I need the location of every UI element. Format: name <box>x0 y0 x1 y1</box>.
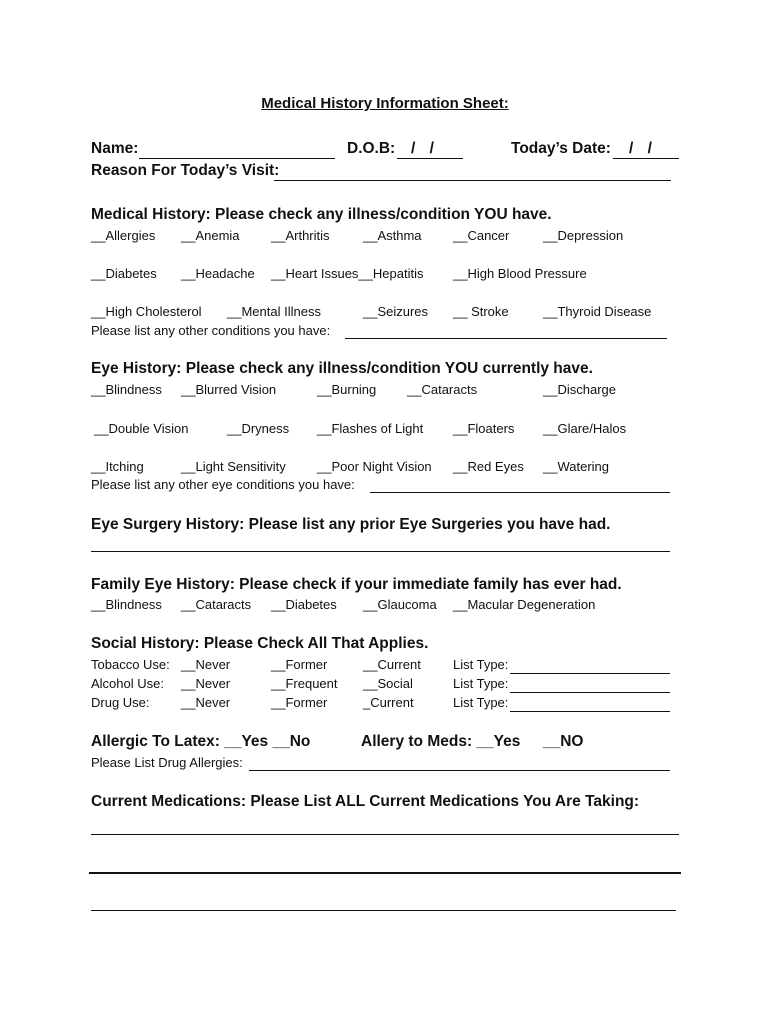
checkbox-itching[interactable]: __Itching <box>91 459 144 474</box>
checkbox-dryness[interactable]: __Dryness <box>227 421 290 436</box>
todays-date-label: Today’s Date: <box>511 140 611 157</box>
drug-list-type-label: List Type: <box>453 695 509 710</box>
checkbox-blindness[interactable]: __Blindness <box>91 382 162 397</box>
medications-line-1[interactable] <box>91 834 679 835</box>
medications-line-3[interactable] <box>91 910 676 911</box>
reason-field[interactable] <box>274 180 671 181</box>
drug-never[interactable]: __Never <box>181 695 231 710</box>
page-title: Medical History Information Sheet: <box>261 95 509 112</box>
checkbox-light-sensitivity[interactable]: __Light Sensitivity <box>181 459 286 474</box>
drug-use-label: Drug Use: <box>91 695 150 710</box>
tobacco-current[interactable]: __Current <box>363 657 421 672</box>
checkbox-cataracts[interactable]: __Cataracts <box>407 382 478 397</box>
current-medications-heading: Current Medications: Please List ALL Current Medications You Are Taking: <box>91 793 640 810</box>
checkbox-asthma[interactable]: __Asthma <box>363 228 422 243</box>
checkbox-red-eyes[interactable]: __Red Eyes <box>453 459 524 474</box>
checkbox-mental-illness[interactable]: __Mental Illness <box>227 304 321 319</box>
name-label: Name: <box>91 140 139 157</box>
meds-allergy-question[interactable]: Allery to Meds: __Yes <box>361 733 521 750</box>
drug-allergies-label: Please List Drug Allergies: <box>91 755 243 770</box>
name-field[interactable] <box>139 158 335 159</box>
checkbox-depression[interactable]: __Depression <box>543 228 624 243</box>
tobacco-never[interactable]: __Never <box>181 657 231 672</box>
alcohol-never[interactable]: __Never <box>181 676 231 691</box>
alcohol-use-label: Alcohol Use: <box>91 676 164 691</box>
checkbox-floaters[interactable]: __Floaters <box>453 421 515 436</box>
checkbox-glare-halos[interactable]: __Glare/Halos <box>543 421 627 436</box>
other-conditions-label: Please list any other conditions you have: <box>91 323 331 338</box>
eye-history-heading: Eye History: Please check any illness/condition YOU currently have. <box>91 360 593 377</box>
family-checkbox-glaucoma[interactable]: __Glaucoma <box>363 597 437 612</box>
checkbox-thyroid-disease[interactable]: __Thyroid Disease <box>543 304 652 319</box>
todays-date-field[interactable] <box>613 158 679 159</box>
family-checkbox-diabetes[interactable]: __Diabetes <box>271 597 337 612</box>
checkbox-seizures[interactable]: __Seizures <box>363 304 429 319</box>
alcohol-list-type-label: List Type: <box>453 676 509 691</box>
medical-history-heading: Medical History: Please check any illness/condition YOU have. <box>91 206 552 223</box>
meds-allergy-no[interactable]: __NO <box>543 733 584 750</box>
alcohol-social[interactable]: __Social <box>363 676 413 691</box>
drug-current[interactable]: _Current <box>363 695 414 710</box>
dob-slashes: / / <box>411 140 434 157</box>
checkbox-anemia[interactable]: __Anemia <box>181 228 240 243</box>
checkbox-allergies[interactable]: __Allergies <box>91 228 156 243</box>
checkbox-high-cholesterol[interactable]: __High Cholesterol <box>91 304 202 319</box>
checkbox-cancer[interactable]: __Cancer <box>453 228 510 243</box>
checkbox-flashes-of-light[interactable]: __Flashes of Light <box>317 421 424 436</box>
other-conditions-field[interactable] <box>345 338 667 339</box>
tobacco-former[interactable]: __Former <box>271 657 328 672</box>
checkbox-diabetes[interactable]: __Diabetes <box>91 266 157 281</box>
tobacco-list-type-label: List Type: <box>453 657 509 672</box>
drug-list-type-field[interactable] <box>510 711 670 712</box>
alcohol-list-type-field[interactable] <box>510 692 670 693</box>
family-checkbox-blindness[interactable]: __Blindness <box>91 597 162 612</box>
checkbox-double-vision[interactable]: __Double Vision <box>94 421 189 436</box>
checkbox-heart-issues-hepatitis[interactable]: __Heart Issues__Hepatitis <box>271 266 424 281</box>
drug-allergies-field[interactable] <box>249 770 670 771</box>
family-checkbox-cataracts[interactable]: __Cataracts <box>181 597 252 612</box>
checkbox-blurred-vision[interactable]: __Blurred Vision <box>181 382 277 397</box>
checkbox-stroke[interactable]: __ Stroke <box>453 304 509 319</box>
reason-label: Reason For Today’s Visit: <box>91 162 280 179</box>
checkbox-poor-night-vision[interactable]: __Poor Night Vision <box>317 459 432 474</box>
dob-label: D.O.B: <box>347 140 396 157</box>
todays-date-slashes: / / <box>629 140 652 157</box>
eye-surgery-heading: Eye Surgery History: Please list any prior Eye Surgeries you have had. <box>91 516 611 533</box>
eye-surgery-field[interactable] <box>91 551 670 552</box>
alcohol-frequent[interactable]: __Frequent <box>271 676 338 691</box>
other-eye-conditions-field[interactable] <box>370 492 670 493</box>
checkbox-watering[interactable]: __Watering <box>543 459 609 474</box>
tobacco-use-label: Tobacco Use: <box>91 657 170 672</box>
latex-allergy-question[interactable]: Allergic To Latex: __Yes __No <box>91 733 311 750</box>
checkbox-headache[interactable]: __Headache <box>181 266 255 281</box>
other-eye-conditions-label: Please list any other eye conditions you have: <box>91 477 355 492</box>
family-checkbox-macular-degeneration[interactable]: __Macular Degeneration <box>453 597 596 612</box>
tobacco-list-type-field[interactable] <box>510 673 670 674</box>
checkbox-discharge[interactable]: __Discharge <box>543 382 616 397</box>
dob-field[interactable] <box>397 158 463 159</box>
checkbox-high-blood-pressure[interactable]: __High Blood Pressure <box>453 266 587 281</box>
medications-line-2[interactable] <box>89 872 681 874</box>
checkbox-arthritis[interactable]: __Arthritis <box>271 228 330 243</box>
drug-former[interactable]: __Former <box>271 695 328 710</box>
social-history-heading: Social History: Please Check All That Applies. <box>91 635 429 652</box>
checkbox-burning[interactable]: __Burning <box>317 382 377 397</box>
family-eye-history-heading: Family Eye History: Please check if your immediate family has ever had. <box>91 576 622 593</box>
